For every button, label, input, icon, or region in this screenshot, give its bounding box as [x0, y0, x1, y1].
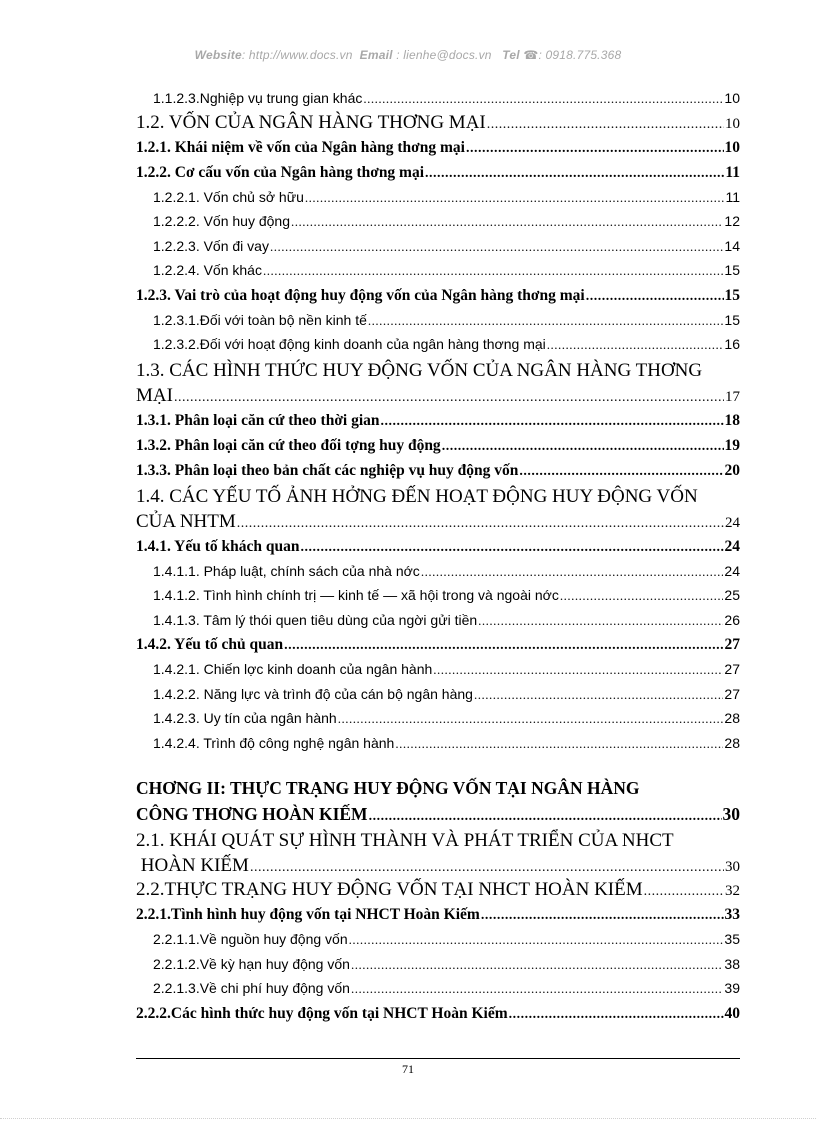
toc-page-number: 26	[724, 611, 740, 628]
toc-page-number: 17	[725, 388, 740, 405]
toc-entry-1-2-2-4[interactable]	[136, 258, 740, 283]
toc-page-number: 10	[724, 90, 740, 106]
toc-leader	[519, 459, 723, 483]
toc-page-number: 27	[724, 636, 740, 653]
toc-leader	[250, 856, 724, 878]
tel-label: Tel	[502, 48, 520, 62]
page-number: 71	[402, 1062, 414, 1076]
toc-entry-title: 1.3.1. Phân loại căn cứ theo thời gian	[136, 411, 380, 429]
email-value: : lienhe@docs.vn	[396, 48, 492, 62]
toc-page-number: 10	[725, 115, 740, 132]
toc-entry-1-2[interactable]	[136, 111, 740, 135]
toc-page-number: 11	[725, 188, 740, 205]
toc-entry-title: 1.2. VỐN CỦA NGÂN HÀNG THƠNG MẠI	[136, 111, 486, 133]
toc-entry-1-4-2-1[interactable]	[136, 657, 740, 682]
toc-leader	[509, 1002, 724, 1026]
toc-page-number: 38	[724, 955, 740, 972]
toc-leader	[363, 87, 723, 111]
toc-entry-chapter-2-line1[interactable]: CHƠNG II: THỰC TRẠNG HUY ĐỘNG VỐN TẠI NGÂN HÀNG	[136, 778, 640, 798]
toc-entry-title: 1.3.2. Phân loại căn cứ theo đối tợng huy động	[136, 436, 441, 454]
toc-entry-title: 1.4.2.2. Năng lực và trình độ của cán bộ ngân hàng	[153, 685, 473, 702]
toc-entry-title: 1.2.3.2.Đối với hoạt động kinh doanh của ngân hàng thơng mại	[153, 336, 546, 352]
toc-entry-1-2-3-1[interactable]	[136, 308, 740, 333]
toc-leader	[291, 210, 723, 234]
toc-entry-2-1[interactable]	[136, 854, 740, 878]
toc-page-number: 19	[724, 436, 740, 454]
toc-leader	[270, 235, 723, 259]
toc-page-number: 27	[724, 685, 740, 702]
toc-entry-title: 2.2.1.2.Về kỳ hạn huy động vốn	[153, 955, 350, 972]
toc-page-number: 16	[724, 336, 740, 352]
toc-leader	[644, 880, 724, 902]
toc-entry-1-4-1-2[interactable]	[136, 583, 740, 608]
section-gap	[136, 755, 740, 775]
toc-page-number: 14	[724, 237, 740, 254]
toc-entry-1-3-1[interactable]	[136, 408, 740, 433]
toc-page-number: 15	[724, 311, 740, 328]
toc-leader	[478, 609, 723, 633]
toc-leader	[368, 309, 724, 333]
toc-leader	[369, 804, 722, 827]
toc-page-number: 30	[722, 804, 740, 824]
toc-entry-1-3-3[interactable]	[136, 458, 740, 483]
toc-leader	[305, 186, 725, 210]
toc-page-number: 15	[724, 286, 740, 304]
toc-entry-title: 1.1.2.3.Nghiệp vụ trung gian khác	[153, 90, 363, 106]
toc-entry-chapter-2[interactable]	[136, 801, 740, 827]
toc-entry-title: 1.4.2.4. Trình độ công nghệ ngân hành	[153, 734, 395, 751]
toc-page-number: 10	[724, 138, 740, 156]
website-label: Website	[194, 48, 242, 62]
phone-icon: ☎	[523, 48, 539, 62]
toc-entry-title: CỦA NHTM	[136, 510, 236, 532]
toc-page-number: 24	[724, 562, 740, 579]
toc-entry-title: 1.3.3. Phân loại theo bản chất các nghiệp vụ huy động vốn	[136, 461, 519, 479]
toc-entry-title: 1.2.2. Cơ cấu vốn của Ngân hàng thơng mại	[136, 163, 425, 181]
toc-entry-1-4-2-3[interactable]	[136, 706, 740, 731]
toc-entry-title: 1.2.2.2. Vốn huy động	[153, 213, 290, 229]
toc-leader	[381, 409, 724, 433]
toc-entry-2-2-2[interactable]	[136, 1001, 740, 1026]
toc-page-number: 15	[724, 262, 740, 278]
toc-entry-title: 1.2.3.1.Đối với toàn bộ nền kinh tế	[153, 311, 367, 328]
toc-entry-title: 1.2.3. Vai trò của hoạt động huy động vốn của Ngân hàng thơng mại	[136, 286, 585, 304]
toc-leader	[487, 113, 724, 135]
toc-leader	[433, 658, 723, 682]
toc-entry-1-2-1[interactable]	[136, 135, 740, 160]
toc-page-number: 33	[724, 906, 740, 923]
toc-leader	[421, 560, 724, 584]
toc-leader	[284, 633, 723, 657]
toc-leader	[237, 512, 724, 534]
toc-entry-1-2-2-1[interactable]	[136, 185, 740, 210]
toc-entry-1-4-line1[interactable]: 1.4. CÁC YẾU TỐ ẢNH HỞNG ĐẾN HOẠT ĐỘNG HUY ĐỘNG VỐN	[136, 485, 698, 507]
tel-value: : 0918.775.368	[538, 48, 622, 62]
toc-entry-1-3-line1[interactable]: 1.3. CÁC HÌNH THỨC HUY ĐỘNG VỐN CỦA NGÂN HÀNG THƠNG	[136, 359, 703, 381]
toc-page-number: 40	[724, 1004, 740, 1022]
toc-entry-title: 1.4.2. Yếu tố chủ quan	[136, 636, 284, 653]
toc-leader	[351, 953, 723, 977]
toc-leader	[442, 434, 724, 458]
toc-page-number: 25	[724, 587, 740, 603]
page-header	[0, 48, 816, 62]
toc-entry-title: 1.2.2.4. Vốn khác	[153, 262, 262, 278]
toc-page-number: 28	[724, 710, 740, 726]
toc-page-number: 11	[725, 163, 740, 181]
toc-entry-2-2-1-2[interactable]	[136, 952, 740, 977]
toc-entry-1-4[interactable]	[136, 510, 740, 534]
toc-entry-2-2-1-1[interactable]	[136, 927, 740, 952]
toc-entry-1-4-1-3[interactable]	[136, 608, 740, 633]
toc-leader	[263, 259, 723, 283]
toc-leader	[481, 903, 724, 927]
toc-leader	[395, 732, 723, 756]
toc-entry-title: 1.4.1.1. Pháp luật, chính sách của nhà nớc	[153, 562, 420, 579]
toc-page-number: 28	[724, 734, 740, 751]
toc-entry-1-1-2-3[interactable]	[136, 86, 740, 111]
toc-entry-title: 1.2.2.1. Vốn chủ sở hữu	[153, 188, 304, 205]
toc-entry-2-2-1-3[interactable]	[136, 976, 740, 1001]
toc-entry-1-2-2-2[interactable]	[136, 209, 740, 234]
toc-leader	[425, 161, 724, 185]
toc-entry-title: 2.2.2.Các hình thức huy động vốn tại NHCT Hoàn Kiếm	[136, 1004, 508, 1022]
toc-page-number: 24	[725, 514, 740, 531]
toc-page-number: 12	[724, 213, 740, 229]
toc-entry-title: 2.2.1.3.Về chi phí huy động vốn	[153, 980, 350, 996]
toc-entry-1-4-1-1[interactable]	[136, 559, 740, 584]
toc-entry-2-2-1[interactable]	[136, 902, 740, 927]
toc-entry-title: 1.4.1.3. Tâm lý thói quen tiêu dùng của ngời gửi tiền	[153, 611, 478, 628]
toc-entry-1-2-2[interactable]	[136, 160, 740, 185]
toc-entry-1-4-1[interactable]	[136, 534, 740, 559]
toc-leader	[338, 707, 724, 731]
toc-entry-title: MẠI	[136, 384, 173, 406]
toc-entry-title: 1.4.1.2. Tình hình chính trị — kinh tế — xã hội trong và ngoài nớc	[153, 587, 559, 603]
toc-leader	[586, 284, 724, 308]
toc-entry-title: 2.2.THỰC TRẠNG HUY ĐỘNG VỐN TẠI NHCT HOÀN KIẾM	[136, 879, 643, 900]
toc-page-number: 35	[724, 931, 740, 947]
toc-entry-1-2-3[interactable]	[136, 283, 740, 308]
toc-entry-1-4-2-4[interactable]	[136, 731, 740, 756]
toc-entry-1-2-3-2[interactable]	[136, 332, 740, 357]
toc-leader	[560, 584, 724, 608]
toc-entry-title: 2.2.1.1.Về nguồn huy động vốn	[153, 931, 348, 947]
toc-leader	[547, 333, 724, 357]
toc-page-number: 18	[724, 411, 740, 429]
toc-entry-title: 1.4.2.3. Uy tín của ngân hành	[153, 710, 337, 726]
toc-page-number: 24	[724, 537, 740, 555]
toc-page-number: 39	[724, 980, 740, 996]
toc-entry-title: 1.4.1. Yếu tố khách quan	[136, 537, 300, 555]
toc-entry-title: 1.2.2.3. Vốn đi vay	[153, 237, 269, 254]
toc-entry-title: 1.4.2.1. Chiến lợc kinh doanh của ngân hành	[153, 661, 433, 677]
toc-page-number: 32	[725, 883, 740, 899]
toc-entry-1-3-2[interactable]	[136, 433, 740, 458]
toc-page-number: 27	[724, 661, 740, 677]
toc-leader	[349, 928, 724, 952]
toc-leader	[301, 535, 724, 559]
toc-leader	[351, 977, 723, 1001]
toc-entry-2-2[interactable]	[136, 878, 740, 902]
toc-page-number: 20	[724, 461, 740, 479]
toc-entry-1-4-2[interactable]	[136, 632, 740, 657]
toc-entry-title: HOÀN KIẾM	[136, 855, 249, 876]
toc-entry-1-3[interactable]	[136, 384, 740, 408]
toc-leader	[474, 683, 723, 707]
toc-leader	[174, 386, 724, 408]
website-value: : http://www.docs.vn	[241, 48, 353, 62]
table-of-contents	[136, 86, 740, 1026]
toc-entry-title: CÔNG THƠNG HOÀN KIẾM	[136, 804, 368, 824]
toc-entry-1-4-2-2[interactable]	[136, 682, 740, 707]
toc-entry-1-2-2-3[interactable]	[136, 234, 740, 259]
toc-entry-title: 2.2.1.Tình hình huy động vốn tại NHCT Hoàn Kiếm	[136, 906, 480, 923]
toc-leader	[466, 136, 724, 160]
toc-entry-2-1-line1[interactable]: 2.1. KHÁI QUÁT SỰ HÌNH THÀNH VÀ PHÁT TRIỂN CỦA NHCT	[136, 830, 674, 851]
email-label: Email	[359, 48, 393, 62]
toc-entry-title: 1.2.1. Khái niệm về vốn của Ngân hàng thơng mại	[136, 138, 465, 156]
page-bottom-border	[0, 1118, 816, 1119]
toc-page-number: 30	[725, 859, 740, 875]
footer-divider	[136, 1058, 740, 1059]
